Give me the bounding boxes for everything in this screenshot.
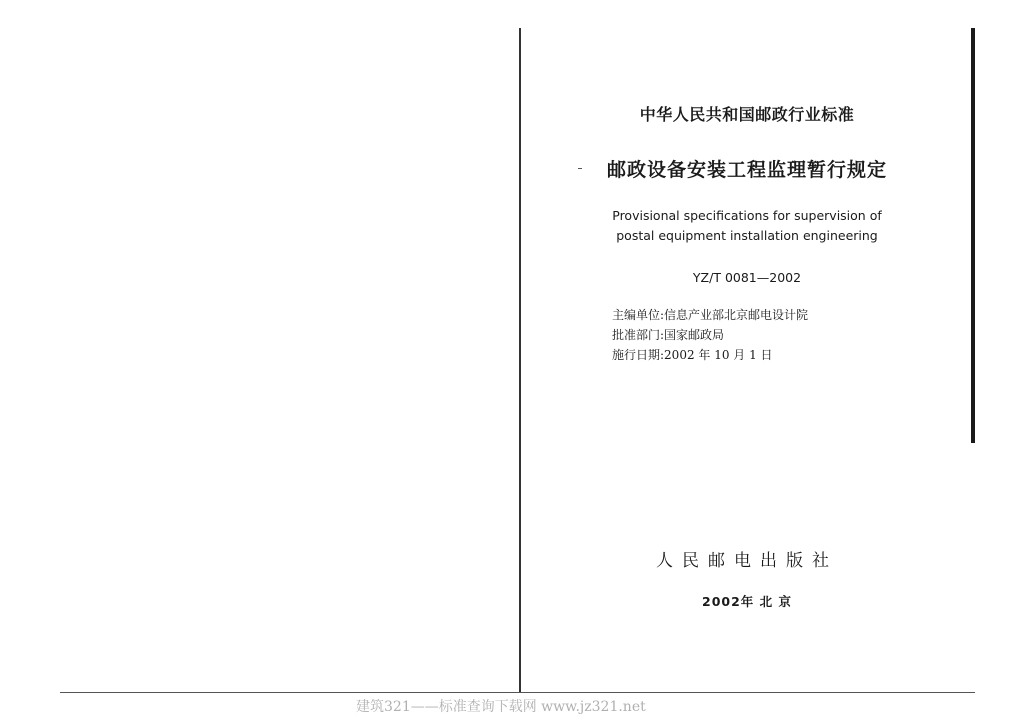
publication-date-place: 2002年 北 京 [702, 594, 792, 609]
english-title-line2: postal equipment installation engineering [616, 228, 878, 243]
publisher-name: 人民邮电出版社 [656, 551, 838, 571]
watermark-text: 建筑321——标准查询下载网 www.jz321.net [356, 699, 646, 715]
editor-unit: 主编单位:信息产业部北京邮电设计院 [612, 308, 809, 322]
standard-header: 中华人民共和国邮政行业标准 [639, 105, 855, 124]
bottom-rule [60, 692, 975, 693]
page-fold-line [519, 28, 521, 693]
approval-department: 批准部门:国家邮政局 [612, 328, 725, 342]
english-title-line1: Provisional specifications for supervision of [612, 208, 882, 223]
page-edge-shadow [971, 28, 975, 443]
title-page [522, 0, 972, 695]
standard-code: YZ/T 0081—2002 [692, 270, 802, 285]
document-title: 邮政设备安装工程监理暂行规定 [606, 159, 887, 181]
effective-date: 施行日期:2002 年 10 月 1 日 [612, 348, 773, 362]
left-page-blank [0, 0, 520, 695]
